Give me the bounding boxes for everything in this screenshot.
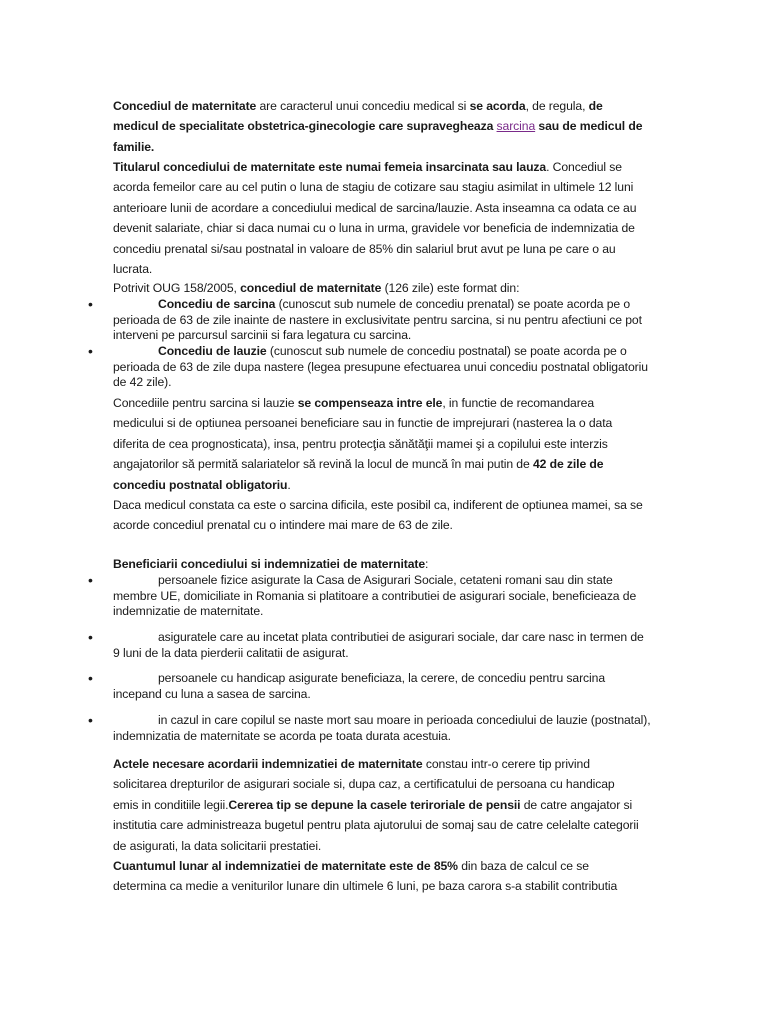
text-span: . Concediul se acorda femeilor care au cel putin o luna de stagiu de cotizare sau stagiu asimilat in ultimele 12 luni anterioare lunii de acordare a concediului medical de sarcina/lauzie. Asta inseamna ca odata ce au devenit salariate, chiar si daca numai cu o luna in urma, gravidele vor beneficia de indemnizatia de concediu prenatal si/sau postnatal in valoare de 85% din salariul brut avut pe luna pe care o au lucrata. bbox=[113, 160, 637, 277]
bold-span: Concediu de lauzie bbox=[158, 344, 267, 358]
bullet-icon: • bbox=[88, 712, 93, 728]
paragraph-cuantum bbox=[113, 856, 643, 897]
paragraph-oug bbox=[113, 278, 643, 298]
sarcina-link[interactable]: sarcina bbox=[496, 119, 536, 134]
paragraph-compensare bbox=[113, 393, 643, 495]
text-span: Concediile pentru sarcina si lauzie bbox=[113, 396, 298, 410]
text-span: (cunoscut sub numele de concediu postnatal) se poate acorda pe o perioada de 63 de zile dupa nastere (legea presupune efectuarea unui concediu postnatal obligatoriu de 42 zile). bbox=[113, 344, 648, 390]
bold-span: 42 de zile de concediu postnatal obligatoriu bbox=[113, 457, 604, 492]
bold-span: Actele necesare acordarii indemnizatiei de maternitate bbox=[113, 757, 423, 771]
bullet-icon: • bbox=[88, 572, 93, 588]
bold-span: Beneficiarii concediului si indemnizatiei de maternitate bbox=[113, 557, 426, 571]
bullet-icon: • bbox=[88, 343, 93, 359]
text-span: , in functie de recomandarea medicului si de optiunea persoanei beneficiare sau in functie de imprejurari (nasterea la o data diferita de cea prognosticata), insa, pentru protecţia sănătăţii mamei şi a copilului este interzis angajatorilor să permită salariatelor să revină la locul de muncă în mai putin de bbox=[113, 396, 613, 472]
bold-span: Cererea tip se depune la casele teriroriale de pensii bbox=[228, 797, 521, 812]
paragraph-sarcina-dificila: Daca medicul constata ca este o sarcina dificila, este posibil ca, indiferent de optiunea mamei, sa se acorde concediul prenatal cu o intindere mai mare de 63 de zile. bbox=[113, 498, 643, 533]
list-item-text: persoanele cu handicap asigurate beneficiaza, la cerere, de concediu pentru sarcina incepand cu luna a sasea de sarcina. bbox=[113, 671, 605, 701]
bullet-icon: • bbox=[88, 670, 93, 686]
bold-span: de medicul de specialitate obstetrica-ginecologie care supravegheaza bbox=[113, 99, 603, 134]
paragraph-acte-necesare bbox=[113, 754, 643, 856]
list-item-text: persoanele fizice asigurate la Casa de Asigurari Sociale, cetateni romani sau din state membre UE, domiciliate in Romania si platitoare a contributiei de asigurari sociale, beneficieaza de indemnizatie de maternitate. bbox=[113, 573, 637, 619]
text-span: , de regula, bbox=[525, 99, 589, 113]
bold-span: Titularul concediului de maternitate este numai femeia insarcinata sau lauza bbox=[113, 160, 547, 174]
bullet-icon: • bbox=[88, 296, 93, 312]
list-item-text bbox=[113, 344, 653, 391]
text-span: (126 zile) este format din: bbox=[381, 281, 520, 295]
list-item-text: in cazul in care copilul se naste mort sau moare in perioada concediului de lauzie (postnatal), indemnizatia de maternitate se acorda pe toata durata acestuia. bbox=[113, 713, 651, 743]
list-item-text bbox=[113, 297, 653, 344]
text-span: . bbox=[287, 477, 291, 492]
text-span: : bbox=[425, 557, 429, 571]
bold-span: Concediul de maternitate bbox=[113, 99, 257, 113]
bullet-icon: • bbox=[88, 629, 93, 645]
bold-span: Concediu de sarcina bbox=[158, 297, 276, 311]
list-item-text: asiguratele care au incetat plata contributiei de asigurari sociale, dar care nasc in termen de 9 luni de la data pierderii calitatii de asigurat. bbox=[113, 630, 644, 660]
bold-span: se acorda bbox=[469, 99, 526, 113]
text-span: are caracterul unui concediu medical si bbox=[256, 99, 470, 113]
text-span: de catre angajator si institutia care administreaza bugetul pentru plata ajutorului de somaj sau de catre celelalte categorii de asigurati, la data solicitarii prestatiei. bbox=[113, 797, 639, 853]
bold-span: concediul de maternitate bbox=[240, 281, 382, 295]
bold-span: se compenseaza intre ele bbox=[297, 396, 443, 410]
text-span: (cunoscut sub numele de concediu prenatal) se poate acorda pe o perioada de 63 de zile inainte de nastere in exclusivitate pentru sarcina, si nu pentru afectiuni ce pot interveni pe parcursul sarcinii si fara legatura cu sarcina. bbox=[113, 297, 642, 343]
text-span: constau intr-o cerere tip privind solicitarea drepturilor de asigurari sociale si, dupa caz, a certificatului de persoana cu handicap emis in conditiile legii. bbox=[113, 757, 615, 812]
text-span: din baza de calcul ce se determina ca medie a veniturilor lunare din ultimele 6 luni, pe baza carora s-a stabilit contributia bbox=[113, 859, 618, 894]
paragraph-titular bbox=[113, 157, 643, 279]
paragraph-intro bbox=[113, 96, 643, 157]
text-span: Potrivit OUG 158/2005, bbox=[113, 281, 241, 295]
bold-span: Cuantumul lunar al indemnizatiei de maternitate este de 85% bbox=[113, 859, 458, 873]
paragraph-beneficiari-heading bbox=[113, 554, 643, 574]
bold-span: sau de medicul de familie. bbox=[113, 119, 643, 154]
